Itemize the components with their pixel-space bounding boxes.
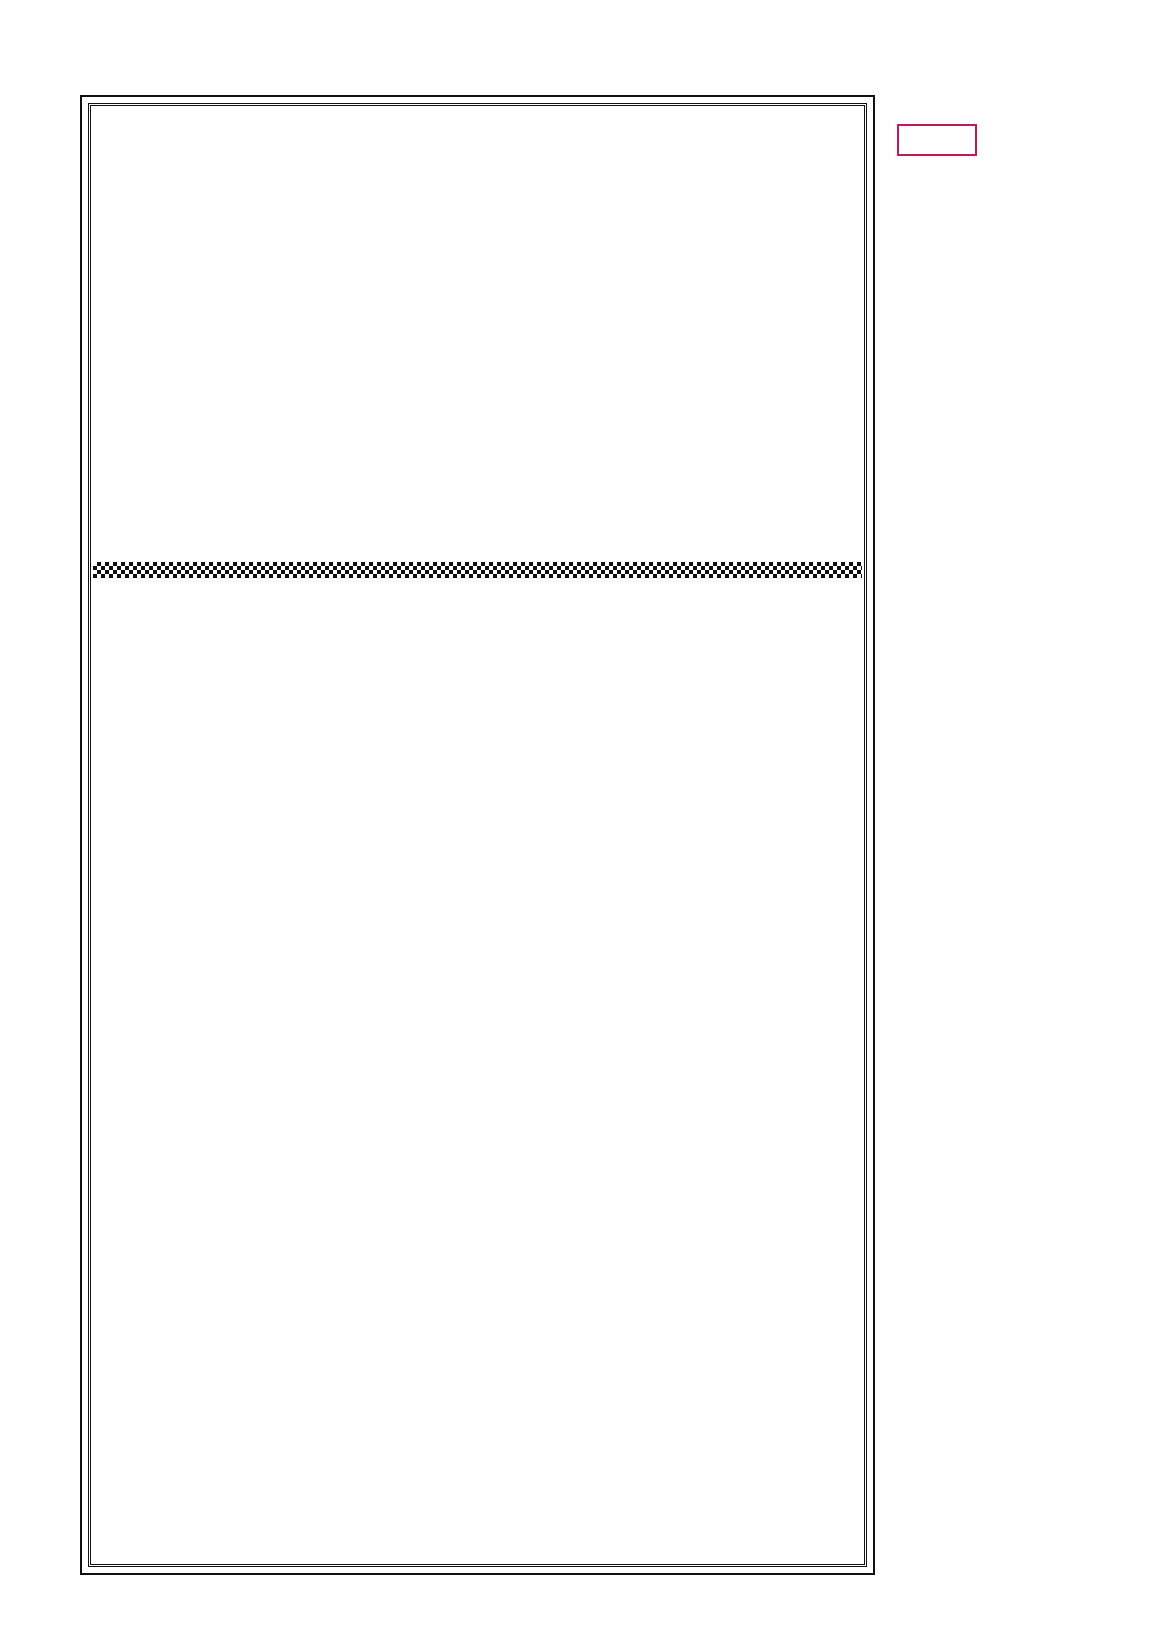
checkered-divider xyxy=(93,562,862,578)
hadith-number-box xyxy=(897,124,977,156)
inner-frame xyxy=(88,103,867,1567)
